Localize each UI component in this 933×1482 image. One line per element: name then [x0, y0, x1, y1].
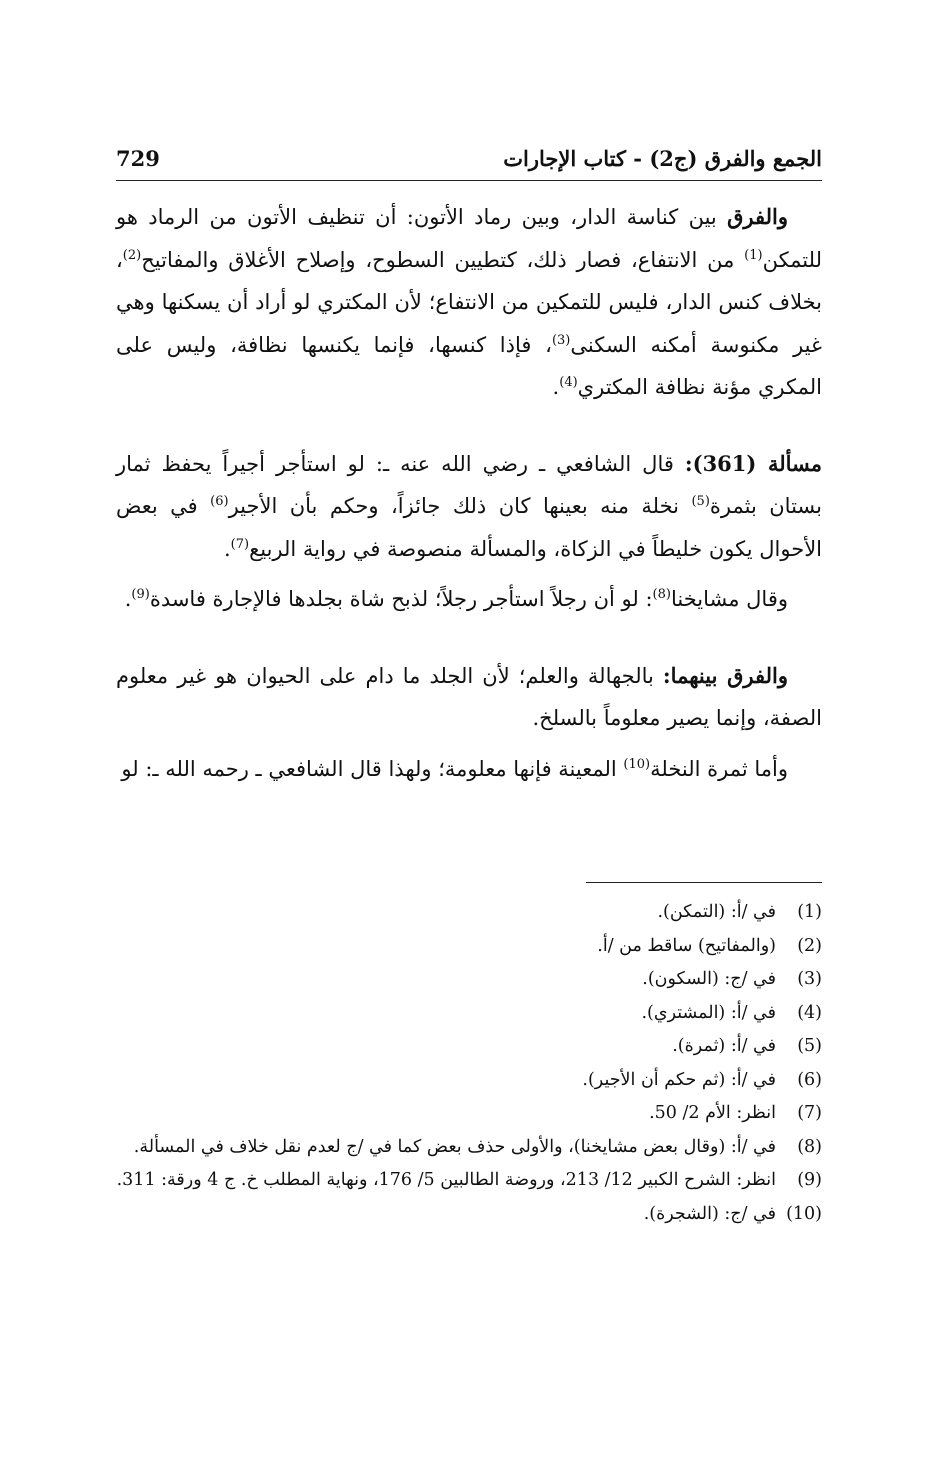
page-number: 729 [116, 146, 160, 171]
footnote-text: (والمفاتيح) ساقط من /أ. [597, 935, 776, 956]
footnote-number: (3) [797, 969, 822, 989]
footnote [116, 1030, 822, 1064]
paragraph-difference-jahala [116, 655, 822, 740]
paragraph-text: بين كناسة الدار، وبين رماد الأتون: أن تنظيف الأتون من الرماد هو للتمكن [116, 205, 822, 272]
paragraph-mashayikh [116, 578, 822, 621]
paragraph-lead: والفرق بينهما: [662, 662, 788, 688]
paragraph-thamrat-nakhla [116, 748, 822, 791]
footnote-number: (5) [797, 1036, 822, 1056]
footnote-text: انظر: الشرح الكبير 12/ 213، وروضة الطالبين 5/ 176، ونهاية المطلب خ. ج 4 ورقة: 311. [116, 1170, 776, 1190]
paragraph-text: . [124, 587, 132, 611]
paragraph-text: في بعض الأحوال يكون خليطاً في الزكاة، والمسألة منصوصة في رواية الربيع [116, 494, 822, 561]
paragraph-text: . [223, 536, 231, 561]
footnote [116, 1097, 822, 1131]
footnote-number: (8) [797, 1136, 822, 1157]
footnote-text: في /ج: (الشجرة). [643, 1203, 776, 1224]
footnote-number: (2) [797, 935, 822, 956]
footnote-ref: (7) [230, 536, 250, 552]
footnote-number: (1) [797, 902, 822, 922]
paragraph-masala-361 [116, 443, 822, 571]
footnote-ref: (4) [559, 375, 578, 390]
footnote [116, 963, 822, 997]
footnote-text: في /أ: (المشتري). [641, 1002, 776, 1023]
footnote-ref: (10) [623, 756, 651, 772]
masala-heading: مسألة (361): [684, 450, 822, 476]
paragraph-text: وقال مشايخنا [670, 587, 788, 611]
footnotes-list [116, 896, 822, 1231]
footnote-ref: (5) [691, 494, 710, 509]
footnote-text: في /أ: (ثمرة). [672, 1036, 776, 1056]
footnote-text: في /أ: (ثم حكم أن الأجير). [582, 1069, 776, 1090]
footnote-number: (9) [797, 1170, 822, 1190]
paragraph-kunasa-difference [116, 196, 822, 409]
footnote [116, 997, 822, 1031]
footnote [116, 930, 822, 964]
footnote-text: في /أ: (وقال بعض مشايخنا)، والأولى حذف بعض كما في /ج لعدم نقل خلاف في المسألة. [133, 1136, 776, 1157]
footnote-ref: (8) [652, 587, 671, 602]
paragraph-text: وأما ثمرة النخلة [650, 756, 788, 781]
footnote-text: انظر: الأم 2/ 50. [649, 1103, 776, 1123]
footnote-ref: (6) [210, 494, 229, 509]
footnote-ref: (3) [551, 332, 571, 348]
paragraph-text: نخلة منه بعينها كان ذلك جائزاً، وحكم بأن الأجير [228, 494, 692, 518]
paragraph-text: من الانتفاع، فصار ذلك، كتطيين السطوح، وإصلاح الأغلاق والمفاتيح [141, 247, 745, 272]
paragraph-text: قال الشافعي ـ رضي الله عنه ـ: لو استأجر أجيراً يحفظ ثمار بستان بثمرة [116, 451, 822, 518]
paragraph-text: . [552, 375, 560, 399]
footnote-number: (6) [797, 1069, 822, 1090]
page-header [116, 140, 822, 181]
footnote-ref: (1) [744, 247, 763, 263]
footnote-text: في /أ: (التمكن). [657, 902, 776, 922]
footnote-number: (7) [797, 1103, 822, 1123]
footnote [116, 1064, 822, 1098]
footnote [116, 896, 822, 930]
paragraph-text: : لو أن رجلاً استأجر رجلاً؛ لذبح شاة بجلدها فالإجارة فاسدة [149, 587, 653, 611]
footnote-separator [586, 882, 822, 883]
footnote-ref: (9) [131, 587, 150, 602]
footnote [116, 1198, 822, 1232]
running-title: الجمع والفرق (ج2) - كتاب الإجارات [503, 146, 822, 171]
footnote-number: (10) [786, 1203, 822, 1224]
paragraph-text: ، بخلاف كنس الدار، فليس للتمكين من الانتفاع؛ لأن المكتري لو أراد أن يسكنها وهي غير مكنوسة أمكنه السكنى [116, 247, 822, 357]
main-text [116, 196, 822, 790]
paragraph-text: المعينة فإنها معلومة؛ ولهذا قال الشافعي ـ رحمه الله ـ: لو [121, 756, 624, 781]
footnote-ref: (2) [122, 247, 142, 263]
paragraph-text: بالجهالة والعلم؛ لأن الجلد ما دام على الحيوان هو غير معلوم الصفة، وإنما يصير معلوماً بالسلخ. [116, 663, 822, 730]
footnote [116, 1164, 822, 1198]
footnote [116, 1131, 822, 1165]
paragraph-lead: والفرق [727, 204, 788, 229]
footnote-text: في /ج: (السكون). [642, 969, 776, 989]
footnote-number: (4) [797, 1002, 822, 1023]
paragraph-text: ، فإذا كنسها، فإنما يكنسها نظافة، وليس على المكري مؤنة نظافة المكتري [116, 332, 822, 399]
